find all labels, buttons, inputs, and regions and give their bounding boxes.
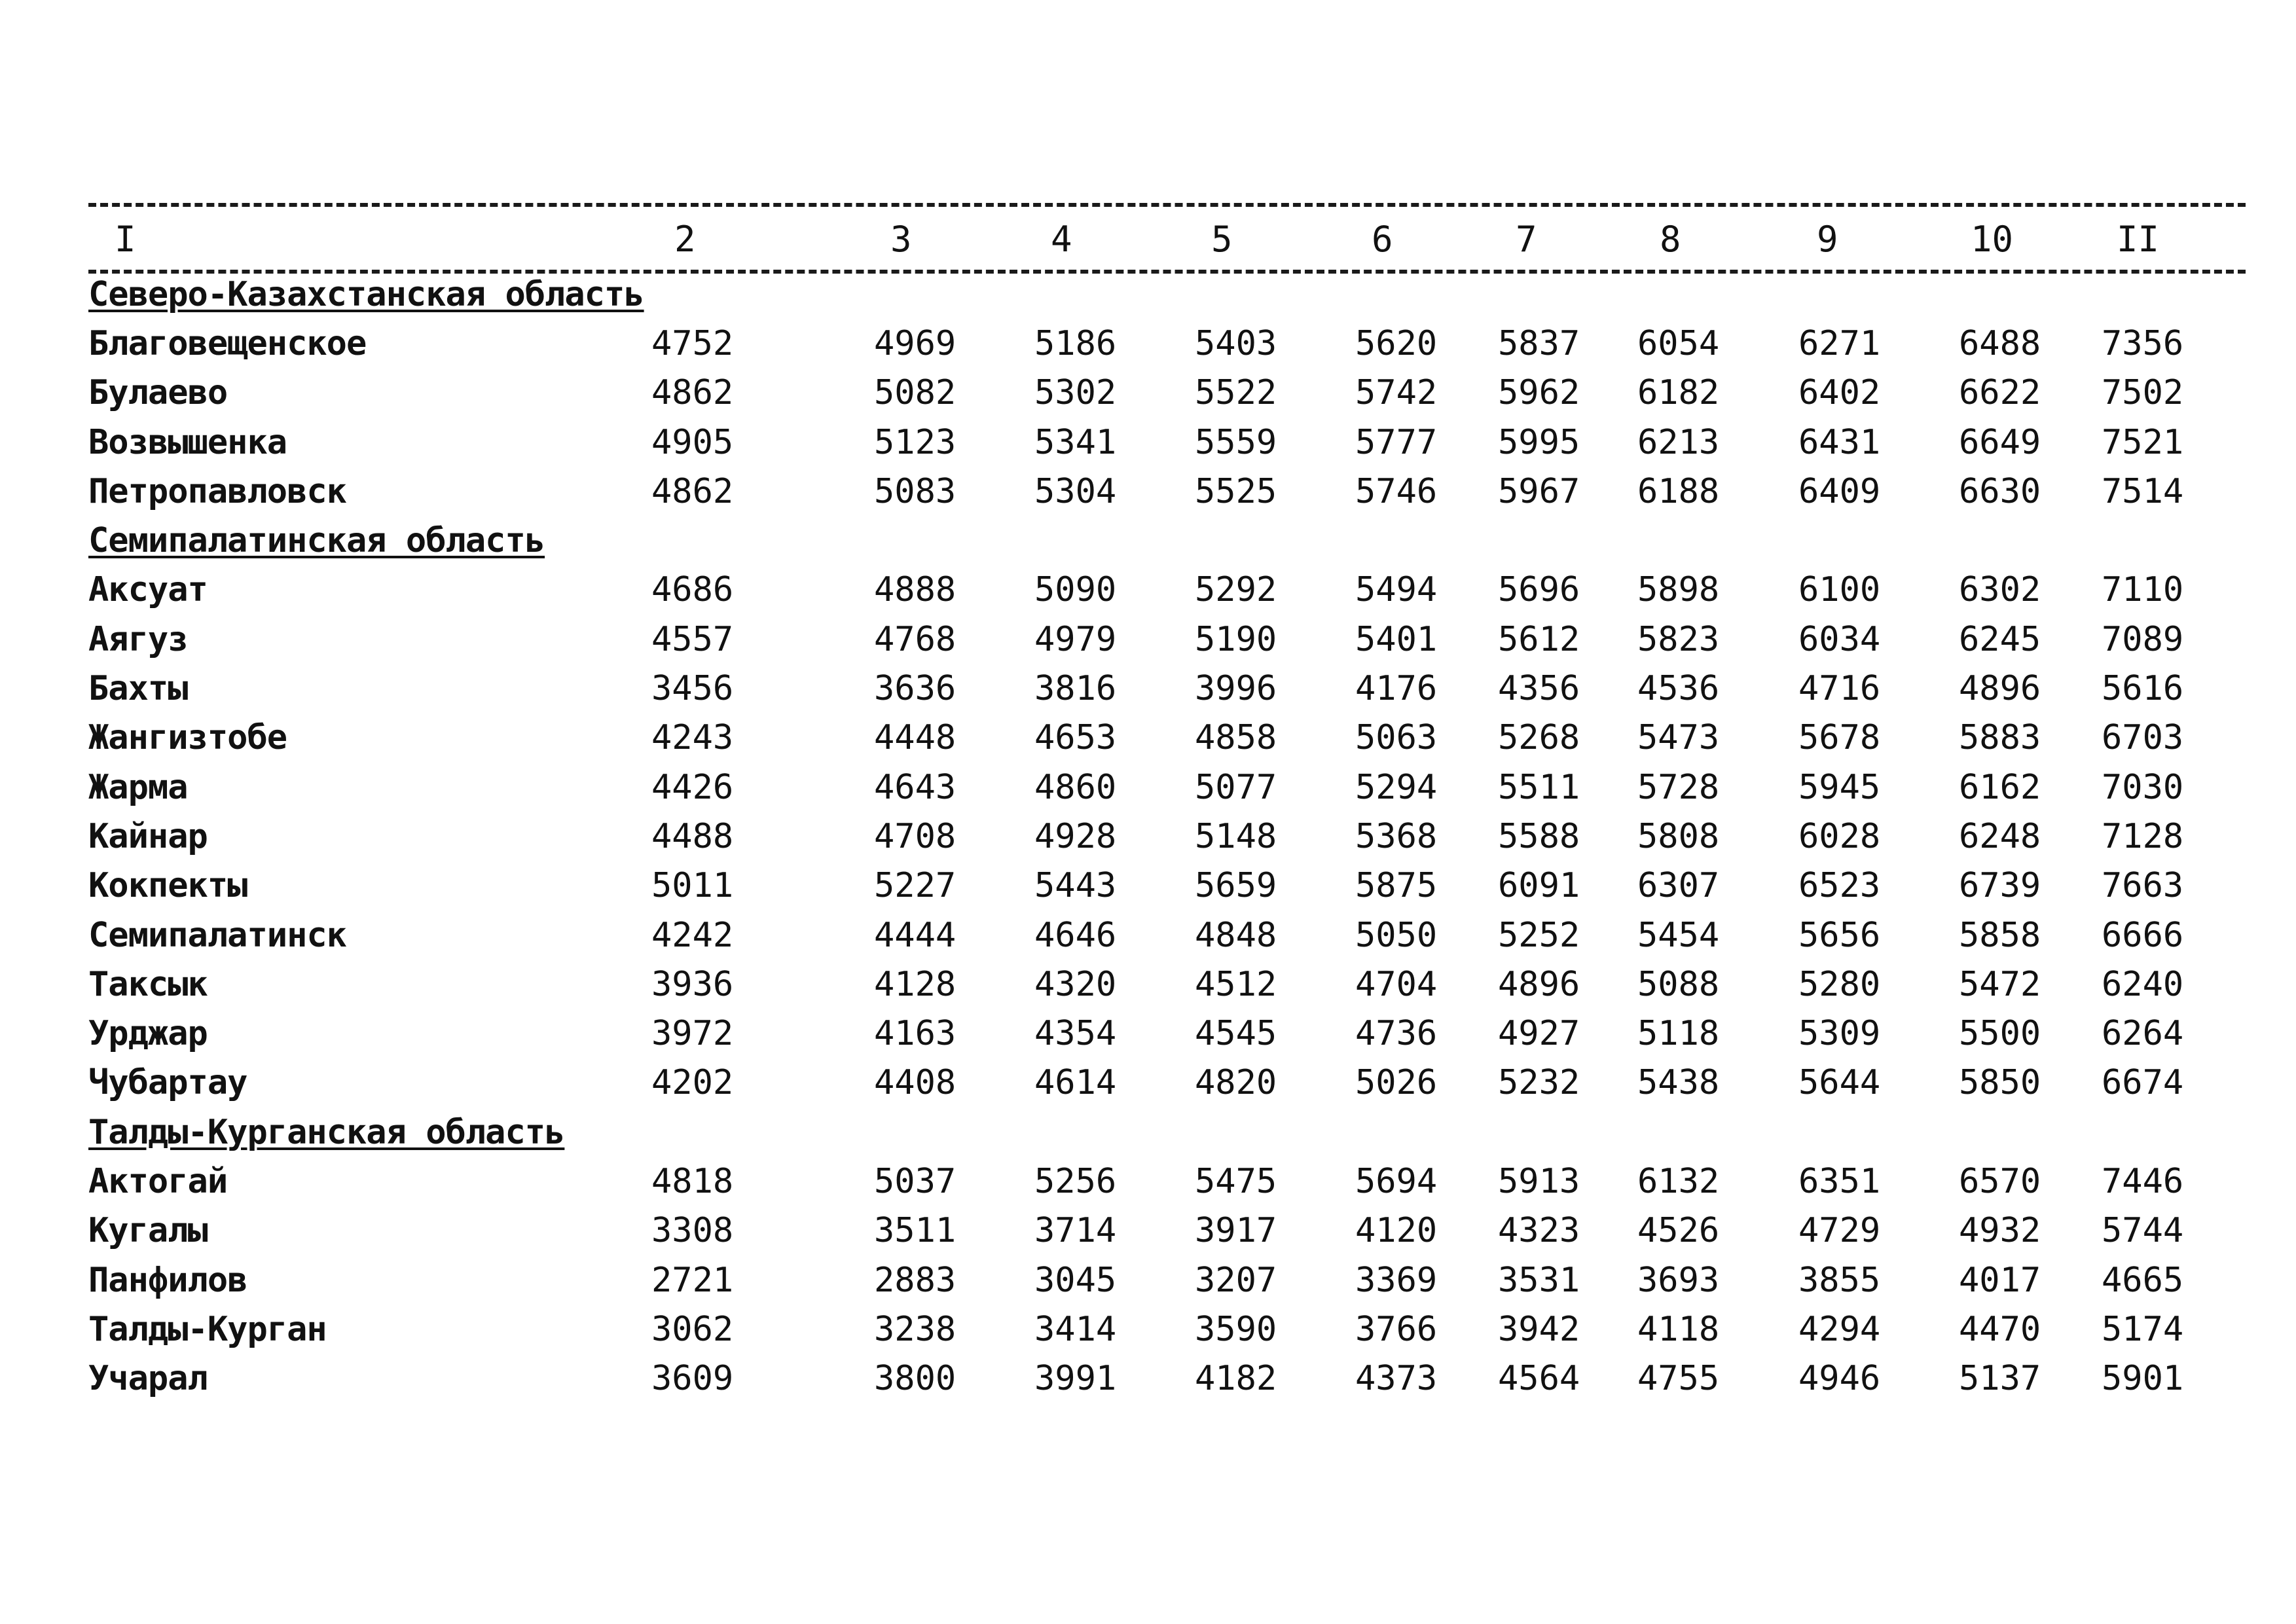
table-cell: 4858 bbox=[1195, 718, 1277, 758]
table-cell: 5294 bbox=[1355, 767, 1438, 807]
table-cell: 2721 bbox=[651, 1260, 734, 1300]
table-cell: 5256 bbox=[1034, 1161, 1117, 1201]
table-cell: 3456 bbox=[651, 669, 734, 709]
table-cell: 4545 bbox=[1195, 1014, 1277, 1054]
table-cell: 5656 bbox=[1798, 915, 1881, 955]
settlement-name: Благовещенское bbox=[88, 323, 367, 363]
table-cell: 6034 bbox=[1798, 619, 1881, 659]
region-heading-row bbox=[88, 270, 2246, 319]
table-cell: 3800 bbox=[874, 1359, 957, 1399]
table-cell: 4716 bbox=[1798, 669, 1881, 709]
column-header: 6 bbox=[1372, 218, 1393, 260]
data-table bbox=[88, 208, 2246, 1403]
table-cell: 5186 bbox=[1034, 323, 1117, 363]
table-cell: 5995 bbox=[1498, 422, 1580, 462]
table-cell: 4888 bbox=[874, 570, 957, 610]
table-cell: 5746 bbox=[1355, 471, 1438, 511]
table-row bbox=[88, 861, 2246, 911]
table-cell: 6182 bbox=[1637, 373, 1720, 413]
table-cell: 4736 bbox=[1355, 1014, 1438, 1054]
table-cell: 5898 bbox=[1637, 570, 1720, 610]
table-cell: 4354 bbox=[1034, 1014, 1117, 1054]
table-cell: 4564 bbox=[1498, 1359, 1580, 1399]
table-cell: 4120 bbox=[1355, 1211, 1438, 1251]
table-cell: 7110 bbox=[2102, 570, 2184, 610]
settlement-name: Жарма bbox=[88, 767, 188, 807]
table-cell: 5475 bbox=[1195, 1161, 1277, 1201]
table-cell: 4182 bbox=[1195, 1359, 1277, 1399]
table-cell: 4927 bbox=[1498, 1014, 1580, 1054]
table-cell: 4862 bbox=[651, 471, 734, 511]
table-cell: 5252 bbox=[1498, 915, 1580, 955]
table-cell: 5696 bbox=[1498, 570, 1580, 610]
table-cell: 5063 bbox=[1355, 718, 1438, 758]
table-cell: 5777 bbox=[1355, 422, 1438, 462]
table-cell: 5118 bbox=[1637, 1014, 1720, 1054]
table-cell: 6240 bbox=[2102, 964, 2184, 1004]
table-cell: 4242 bbox=[651, 915, 734, 955]
table-cell: 5945 bbox=[1798, 767, 1881, 807]
settlement-name: Кугалы bbox=[88, 1211, 208, 1251]
column-header: I bbox=[115, 218, 136, 260]
table-row bbox=[88, 369, 2246, 418]
table-cell: 3942 bbox=[1498, 1309, 1580, 1349]
table-cell: 5368 bbox=[1355, 816, 1438, 856]
table-cell: 5659 bbox=[1195, 866, 1277, 906]
table-cell: 5077 bbox=[1195, 767, 1277, 807]
table-cell: 6245 bbox=[1959, 619, 2041, 659]
table-cell: 6630 bbox=[1959, 471, 2041, 511]
table-cell: 5616 bbox=[2102, 669, 2184, 709]
settlement-name: Урджар bbox=[88, 1014, 208, 1054]
column-header: 2 bbox=[674, 218, 696, 260]
settlement-name: Возвышенка bbox=[88, 422, 287, 462]
table-cell: 5148 bbox=[1195, 816, 1277, 856]
settlement-name: Актогай bbox=[88, 1161, 228, 1201]
table-cell: 3207 bbox=[1195, 1260, 1277, 1300]
table-row bbox=[88, 418, 2246, 467]
table-cell: 5644 bbox=[1798, 1063, 1881, 1103]
table-row bbox=[88, 1305, 2246, 1354]
table-cell: 6703 bbox=[2102, 718, 2184, 758]
column-header: 3 bbox=[890, 218, 912, 260]
table-cell: 5837 bbox=[1498, 323, 1580, 363]
settlement-name: Петропавловск bbox=[88, 471, 346, 511]
table-cell: 4176 bbox=[1355, 669, 1438, 709]
table-cell: 6523 bbox=[1798, 866, 1881, 906]
table-cell: 4448 bbox=[874, 718, 957, 758]
table-cell: 4686 bbox=[651, 570, 734, 610]
table-cell: 4848 bbox=[1195, 915, 1277, 955]
settlement-name: Кайнар bbox=[88, 816, 208, 856]
table-row bbox=[88, 1157, 2246, 1206]
table-cell: 6213 bbox=[1637, 422, 1720, 462]
table-cell: 5620 bbox=[1355, 323, 1438, 363]
table-cell: 4488 bbox=[651, 816, 734, 856]
table-cell: 5742 bbox=[1355, 373, 1438, 413]
column-header: 9 bbox=[1817, 218, 1838, 260]
table-cell: 5137 bbox=[1959, 1359, 2041, 1399]
table-cell: 4946 bbox=[1798, 1359, 1881, 1399]
table-cell: 5341 bbox=[1034, 422, 1117, 462]
table-row bbox=[88, 1255, 2246, 1305]
table-cell: 6666 bbox=[2102, 915, 2184, 955]
table-row bbox=[88, 566, 2246, 615]
region-heading-row bbox=[88, 1108, 2246, 1157]
table-cell: 4752 bbox=[651, 323, 734, 363]
table-cell: 4243 bbox=[651, 718, 734, 758]
table-cell: 5304 bbox=[1034, 471, 1117, 511]
settlement-name: Аксуат bbox=[88, 570, 208, 610]
table-cell: 6739 bbox=[1959, 866, 2041, 906]
table-cell: 7446 bbox=[2102, 1161, 2184, 1201]
table-cell: 7663 bbox=[2102, 866, 2184, 906]
table-cell: 5280 bbox=[1798, 964, 1881, 1004]
column-number-header bbox=[88, 208, 2246, 270]
table-cell: 6248 bbox=[1959, 816, 2041, 856]
table-cell: 5612 bbox=[1498, 619, 1580, 659]
table-cell: 4708 bbox=[874, 816, 957, 856]
settlement-name: Талды-Курган bbox=[88, 1309, 327, 1349]
table-cell: 5037 bbox=[874, 1161, 957, 1201]
table-cell: 3972 bbox=[651, 1014, 734, 1054]
table-cell: 4408 bbox=[874, 1063, 957, 1103]
table-cell: 5309 bbox=[1798, 1014, 1881, 1054]
settlement-name: Панфилов bbox=[88, 1260, 247, 1300]
table-cell: 5525 bbox=[1195, 471, 1277, 511]
settlement-name: Таксык bbox=[88, 964, 208, 1004]
table-cell: 4896 bbox=[1959, 669, 2041, 709]
table-cell: 5559 bbox=[1195, 422, 1277, 462]
table-cell: 5443 bbox=[1034, 866, 1117, 906]
table-cell: 7128 bbox=[2102, 816, 2184, 856]
table-cell: 4860 bbox=[1034, 767, 1117, 807]
table-cell: 4704 bbox=[1355, 964, 1438, 1004]
table-cell: 6649 bbox=[1959, 422, 2041, 462]
table-cell: 4818 bbox=[651, 1161, 734, 1201]
table-cell: 6307 bbox=[1637, 866, 1720, 906]
table-cell: 6271 bbox=[1798, 323, 1881, 363]
settlement-name: Семипалатинск bbox=[88, 915, 346, 955]
table-cell: 5403 bbox=[1195, 323, 1277, 363]
table-cell: 7356 bbox=[2102, 323, 2184, 363]
table-cell: 6091 bbox=[1498, 866, 1580, 906]
table-row bbox=[88, 664, 2246, 713]
table-cell: 7521 bbox=[2102, 422, 2184, 462]
table-cell: 6409 bbox=[1798, 471, 1881, 511]
table-row bbox=[88, 960, 2246, 1009]
table-cell: 3531 bbox=[1498, 1260, 1580, 1300]
region-heading: Талды-Курганская область bbox=[88, 1112, 565, 1152]
table-cell: 5082 bbox=[874, 373, 957, 413]
table-cell: 4979 bbox=[1034, 619, 1117, 659]
table-cell: 6162 bbox=[1959, 767, 2041, 807]
table-row bbox=[88, 911, 2246, 960]
table-cell: 4373 bbox=[1355, 1359, 1438, 1399]
table-cell: 5302 bbox=[1034, 373, 1117, 413]
table-cell: 4294 bbox=[1798, 1309, 1881, 1349]
table-cell: 3045 bbox=[1034, 1260, 1117, 1300]
table-row bbox=[88, 319, 2246, 368]
table-cell: 5588 bbox=[1498, 816, 1580, 856]
region-heading: Семипалатинская область bbox=[88, 521, 545, 561]
table-cell: 5454 bbox=[1637, 915, 1720, 955]
table-cell: 4653 bbox=[1034, 718, 1117, 758]
table-cell: 5678 bbox=[1798, 718, 1881, 758]
table-cell: 3511 bbox=[874, 1211, 957, 1251]
table-row bbox=[88, 615, 2246, 664]
table-cell: 6402 bbox=[1798, 373, 1881, 413]
table-cell: 5268 bbox=[1498, 718, 1580, 758]
table-cell: 4862 bbox=[651, 373, 734, 413]
table-row bbox=[88, 1206, 2246, 1255]
table-cell: 6028 bbox=[1798, 816, 1881, 856]
table-cell: 4557 bbox=[651, 619, 734, 659]
table-cell: 4614 bbox=[1034, 1063, 1117, 1103]
settlement-name: Жангизтобе bbox=[88, 718, 287, 758]
table-cell: 3062 bbox=[651, 1309, 734, 1349]
table-row bbox=[88, 1009, 2246, 1058]
column-header: II bbox=[2117, 218, 2160, 260]
table-cell: 3917 bbox=[1195, 1211, 1277, 1251]
table-cell: 5494 bbox=[1355, 570, 1438, 610]
table-cell: 5823 bbox=[1637, 619, 1720, 659]
table-cell: 4426 bbox=[651, 767, 734, 807]
table-cell: 3996 bbox=[1195, 669, 1277, 709]
table-cell: 4755 bbox=[1637, 1359, 1720, 1399]
table-cell: 4768 bbox=[874, 619, 957, 659]
table-cell: 6431 bbox=[1798, 422, 1881, 462]
table-cell: 6188 bbox=[1637, 471, 1720, 511]
table-cell: 4017 bbox=[1959, 1260, 2041, 1300]
table-cell: 7089 bbox=[2102, 619, 2184, 659]
table-cell: 4356 bbox=[1498, 669, 1580, 709]
table-cell: 6264 bbox=[2102, 1014, 2184, 1054]
table-cell: 4896 bbox=[1498, 964, 1580, 1004]
table-cell: 4444 bbox=[874, 915, 957, 955]
table-cell: 5694 bbox=[1355, 1161, 1438, 1201]
table-cell: 5026 bbox=[1355, 1063, 1438, 1103]
table-cell: 5473 bbox=[1637, 718, 1720, 758]
table-cell: 4323 bbox=[1498, 1211, 1580, 1251]
table-cell: 6100 bbox=[1798, 570, 1881, 610]
table-cell: 4470 bbox=[1959, 1309, 2041, 1349]
settlement-name: Учарал bbox=[88, 1359, 208, 1399]
table-cell: 5500 bbox=[1959, 1014, 2041, 1054]
table-cell: 3714 bbox=[1034, 1211, 1117, 1251]
table-cell: 5227 bbox=[874, 866, 957, 906]
settlement-name: Аягуз bbox=[88, 619, 188, 659]
table-cell: 4820 bbox=[1195, 1063, 1277, 1103]
table-cell: 7514 bbox=[2102, 471, 2184, 511]
table-cell: 5401 bbox=[1355, 619, 1438, 659]
table-cell: 5090 bbox=[1034, 570, 1117, 610]
column-header: 7 bbox=[1516, 218, 1537, 260]
table-cell: 2883 bbox=[874, 1260, 957, 1300]
table-cell: 5522 bbox=[1195, 373, 1277, 413]
table-cell: 5808 bbox=[1637, 816, 1720, 856]
table-cell: 4512 bbox=[1195, 964, 1277, 1004]
settlement-name: Булаево bbox=[88, 373, 228, 413]
table-cell: 6570 bbox=[1959, 1161, 2041, 1201]
table-cell: 4928 bbox=[1034, 816, 1117, 856]
table-cell: 5232 bbox=[1498, 1063, 1580, 1103]
table-cell: 3936 bbox=[651, 964, 734, 1004]
table-cell: 5728 bbox=[1637, 767, 1720, 807]
region-heading: Северо-Казахстанская область bbox=[88, 274, 644, 314]
table-row bbox=[88, 1354, 2246, 1403]
table-cell: 5292 bbox=[1195, 570, 1277, 610]
table-cell: 5858 bbox=[1959, 915, 2041, 955]
header-top-rule bbox=[88, 203, 2246, 207]
table-cell: 5438 bbox=[1637, 1063, 1720, 1103]
table-cell: 5190 bbox=[1195, 619, 1277, 659]
table-cell: 6488 bbox=[1959, 323, 2041, 363]
table-cell: 3855 bbox=[1798, 1260, 1881, 1300]
column-header: 4 bbox=[1051, 218, 1072, 260]
table-cell: 5123 bbox=[874, 422, 957, 462]
table-cell: 3414 bbox=[1034, 1309, 1117, 1349]
table-cell: 4932 bbox=[1959, 1211, 2041, 1251]
settlement-name: Бахты bbox=[88, 669, 188, 709]
table-cell: 3693 bbox=[1637, 1260, 1720, 1300]
table-cell: 5901 bbox=[2102, 1359, 2184, 1399]
table-cell: 5850 bbox=[1959, 1063, 2041, 1103]
table-cell: 4729 bbox=[1798, 1211, 1881, 1251]
table-cell: 7030 bbox=[2102, 767, 2184, 807]
table-cell: 3238 bbox=[874, 1309, 957, 1349]
table-cell: 3369 bbox=[1355, 1260, 1438, 1300]
table-cell: 7502 bbox=[2102, 373, 2184, 413]
table-cell: 5913 bbox=[1498, 1161, 1580, 1201]
table-cell: 4118 bbox=[1637, 1309, 1720, 1349]
column-header: 10 bbox=[1971, 218, 2014, 260]
settlement-name: Кокпекты bbox=[88, 866, 247, 906]
table-cell: 5511 bbox=[1498, 767, 1580, 807]
table-row bbox=[88, 1058, 2246, 1108]
table-cell: 4202 bbox=[651, 1063, 734, 1103]
table-cell: 3590 bbox=[1195, 1309, 1277, 1349]
table-cell: 5883 bbox=[1959, 718, 2041, 758]
table-body bbox=[88, 270, 2246, 1403]
table-cell: 6054 bbox=[1637, 323, 1720, 363]
table-cell: 5174 bbox=[2102, 1309, 2184, 1349]
table-row bbox=[88, 713, 2246, 763]
table-cell: 5744 bbox=[2102, 1211, 2184, 1251]
table-cell: 4665 bbox=[2102, 1260, 2184, 1300]
table-cell: 4526 bbox=[1637, 1211, 1720, 1251]
table-cell: 5011 bbox=[651, 866, 734, 906]
table-cell: 5967 bbox=[1498, 471, 1580, 511]
table-cell: 4969 bbox=[874, 323, 957, 363]
table-cell: 3308 bbox=[651, 1211, 734, 1251]
table-cell: 5875 bbox=[1355, 866, 1438, 906]
table-cell: 4320 bbox=[1034, 964, 1117, 1004]
column-header: 5 bbox=[1211, 218, 1233, 260]
table-cell: 6674 bbox=[2102, 1063, 2184, 1103]
table-cell: 5050 bbox=[1355, 915, 1438, 955]
table-cell: 5088 bbox=[1637, 964, 1720, 1004]
table-cell: 6351 bbox=[1798, 1161, 1881, 1201]
region-heading-row bbox=[88, 516, 2246, 565]
table-cell: 4128 bbox=[874, 964, 957, 1004]
table-cell: 4163 bbox=[874, 1014, 957, 1054]
table-cell: 4646 bbox=[1034, 915, 1117, 955]
table-row bbox=[88, 812, 2246, 861]
table-cell: 4536 bbox=[1637, 669, 1720, 709]
table-cell: 4643 bbox=[874, 767, 957, 807]
table-cell: 4905 bbox=[651, 422, 734, 462]
column-header: 8 bbox=[1660, 218, 1681, 260]
table-cell: 6622 bbox=[1959, 373, 2041, 413]
settlement-name: Чубартау bbox=[88, 1063, 247, 1103]
table-row bbox=[88, 467, 2246, 516]
table-cell: 3609 bbox=[651, 1359, 734, 1399]
table-cell: 5962 bbox=[1498, 373, 1580, 413]
table-cell: 3636 bbox=[874, 669, 957, 709]
table-cell: 6132 bbox=[1637, 1161, 1720, 1201]
table-row bbox=[88, 763, 2246, 812]
table-cell: 3766 bbox=[1355, 1309, 1438, 1349]
table-cell: 3816 bbox=[1034, 669, 1117, 709]
table-cell: 6302 bbox=[1959, 570, 2041, 610]
table-cell: 5083 bbox=[874, 471, 957, 511]
table-cell: 3991 bbox=[1034, 1359, 1117, 1399]
table-cell: 5472 bbox=[1959, 964, 2041, 1004]
